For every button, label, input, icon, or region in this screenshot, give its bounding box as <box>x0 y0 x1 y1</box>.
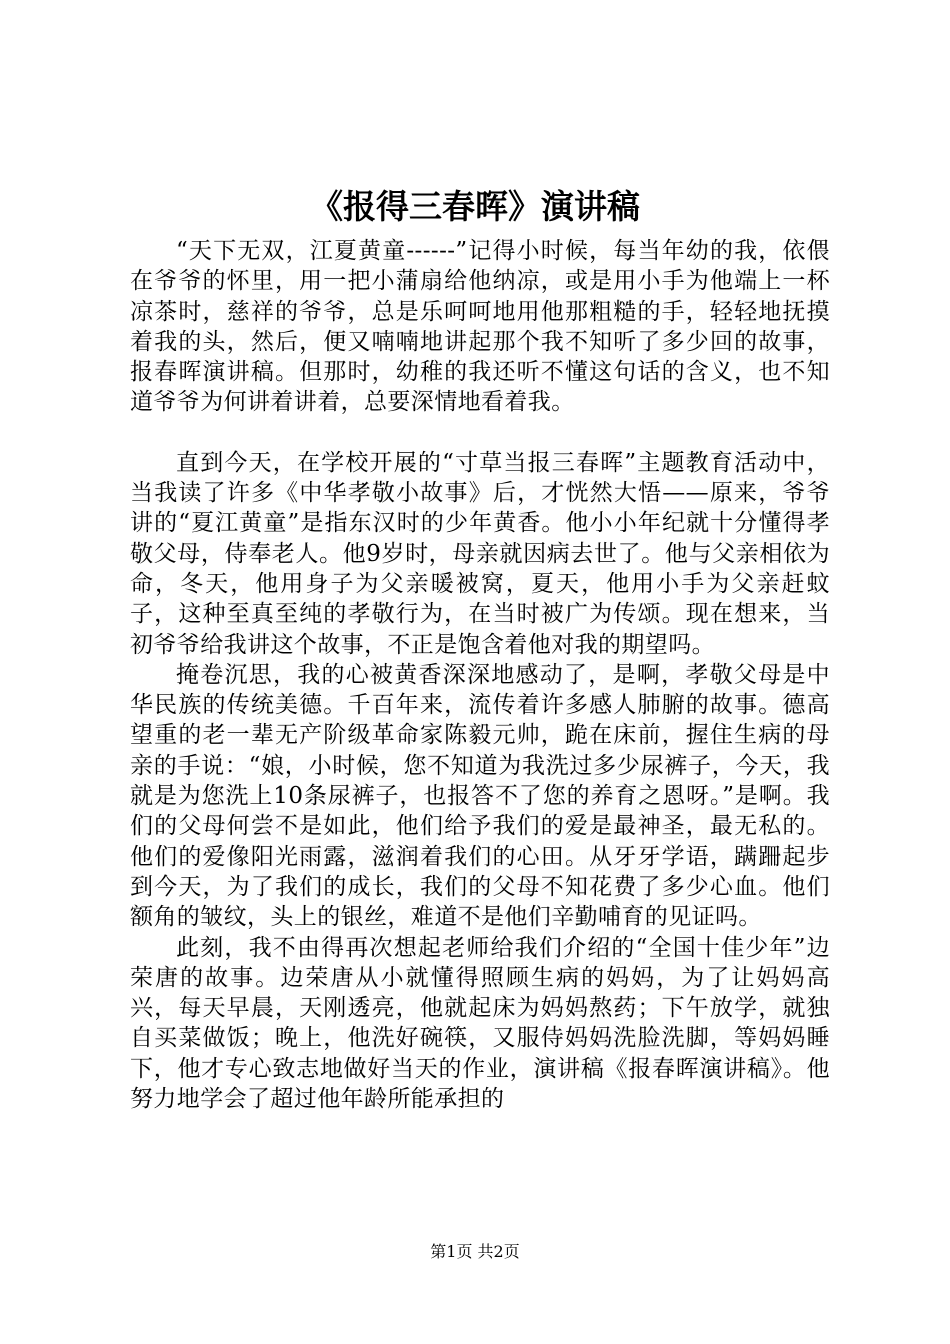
paragraph-1: “天下无双，江夏黄童------”记得小时候，每当年幼的我，依偎在爷爷的怀里，用一把小蒲扇给他纳凉，或是用小手为他端上一杯凉茶时，慈祥的爷爷，总是乐呵呵地用他那粗糙的手，轻轻地抚摸着我的头，然后，便又喃喃地讲起那个我不知听了多少回的故事，报春晖演讲稿。但那时，幼稚的我还听不懂这句话的含义，也不知道爷爷为何讲着讲着，总要深情地看着我。 <box>130 238 830 416</box>
page-number-footer: 第1页 共2页 <box>430 1242 520 1261</box>
document-title: 《报得三春晖》演讲稿 <box>310 187 640 226</box>
paragraph-2: 直到今天，在学校开展的“寸草当报三春晖”主题教育活动中，当我读了许多《中华孝敬小故事》后，才恍然大悟——原来，爷爷讲的“夏江黄童”是指东汉时的少年黄香。他小小年纪就十分懂得孝敬父母，侍奉老人。他9岁时，母亲就因病去世了。他与父亲相依为命，冬天，他用身子为父亲暖被窝，夏天，他用小手为父亲赶蚊子，这种至真至纯的孝敬行为，在当时被广为传颂。现在想来，当初爷爷给我讲这个故事，不正是饱含着他对我的期望吗。 <box>130 449 830 658</box>
paragraph-4: 此刻，我不由得再次想起老师给我们介绍的“全国十佳少年”边荣唐的故事。边荣唐从小就懂得照顾生病的妈妈，为了让妈妈高兴，每天早晨，天刚透亮，他就起床为妈妈熬药；下午放学，就独自买菜做饭；晚上，他洗好碗筷，又服侍妈妈洗脸洗脚，等妈妈睡下，他才专心致志地做好当天的作业，演讲稿《报春晖演讲稿》。他努力地学会了超过他年龄所能承担的 <box>130 934 830 1113</box>
paragraph-3: 掩卷沉思，我的心被黄香深深地感动了，是啊，孝敬父母是中华民族的传统美德。千百年来，流传着许多感人肺腑的故事。德高望重的老一辈无产阶级革命家陈毅元帅，跪在床前，握住生病的母亲的手说：“娘，小时候，您不知道为我洗过多少尿裤子，今天，我就是为您洗上10条尿裤子，也报答不了您的养育之恩呀。”是啊。我们的父母何尝不是如此，他们给予我们的爱是最神圣，最无私的。他们的爱像阳光雨露，滋润着我们的心田。从牙牙学语，蹒跚起步到今天，为了我们的成长，我们的父母不知花费了多少心血。他们额角的皱纹，头上的银丝，难道不是他们辛勤哺育的见证吗。 <box>130 661 830 931</box>
document-body <box>130 236 830 1114</box>
